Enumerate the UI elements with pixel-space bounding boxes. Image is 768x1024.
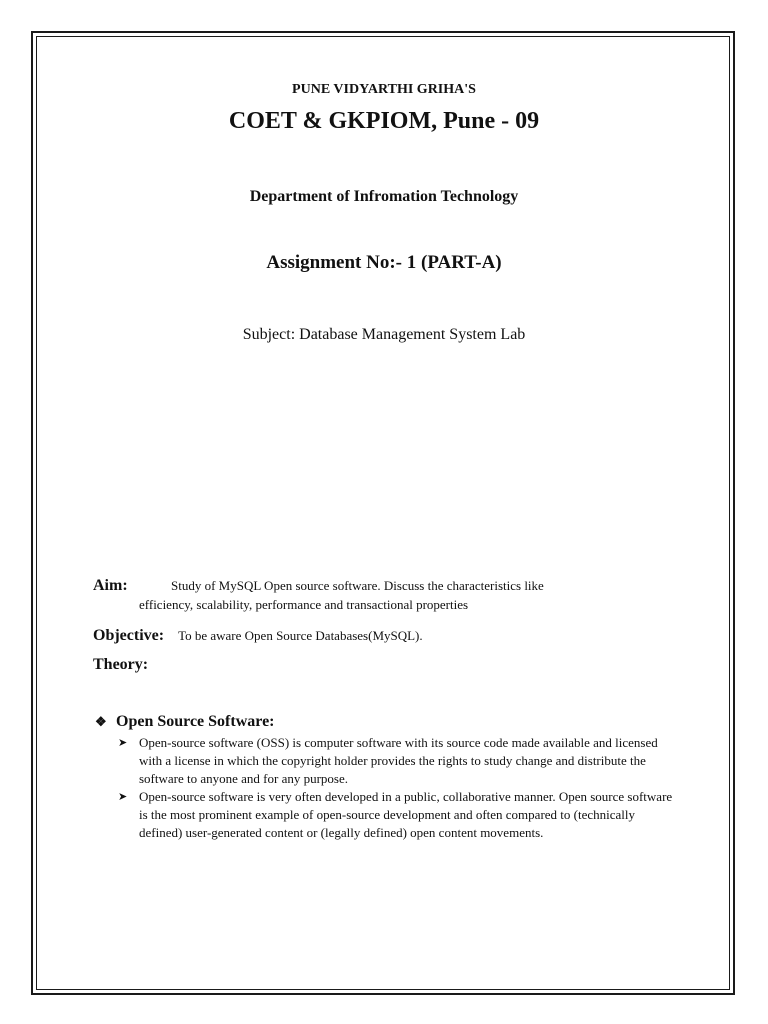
list-item-text: Open-source software is very often developed in a public, collaborative manner. Open source software is the most prominent example of open-source development and often compared to (technically defined) user-generated content or (legally defined) open content movements.: [139, 789, 673, 840]
objective-label: Objective:: [93, 627, 165, 644]
section-heading: [95, 713, 275, 731]
institute-name: PUNE VIDYARTHI GRIHA'S: [292, 82, 476, 97]
diamond-bullet-icon: ❖: [95, 714, 107, 729]
list-item: [118, 734, 678, 788]
subject-line: Subject: Database Management System Lab: [242, 326, 526, 343]
page-border-inner: [36, 36, 730, 990]
objective-text: To be aware Open Source Databases(MySQL).: [178, 628, 423, 643]
bullet-list: [118, 734, 678, 842]
aim-text-line2: efficiency, scalability, performance and transactional properties: [139, 597, 469, 612]
assignment-title: Assignment No:- 1 (PART-A): [266, 252, 502, 273]
objective-section: [93, 626, 423, 645]
arrow-bullet-icon: ➤: [118, 791, 128, 803]
aim-section: [93, 576, 653, 595]
theory-label: Theory:: [93, 656, 149, 673]
aim-text-line1: Study of MySQL Open source software. Discuss the characteristics like: [171, 578, 544, 593]
section-title: Open Source Software:: [116, 713, 275, 730]
list-item: [118, 788, 678, 842]
aim-label: Aim:: [93, 577, 128, 594]
department-name: Department of Infromation Technology: [249, 188, 519, 205]
list-item-text: Open-source software (OSS) is computer software with its source code made available and licensed with a license in which the copyright holder provides the rights to study change and distribute the software to anyone and for any purpose.: [139, 735, 658, 786]
college-name: COET & GKPIOM, Pune - 09: [228, 108, 540, 134]
arrow-bullet-icon: ➤: [118, 737, 128, 749]
